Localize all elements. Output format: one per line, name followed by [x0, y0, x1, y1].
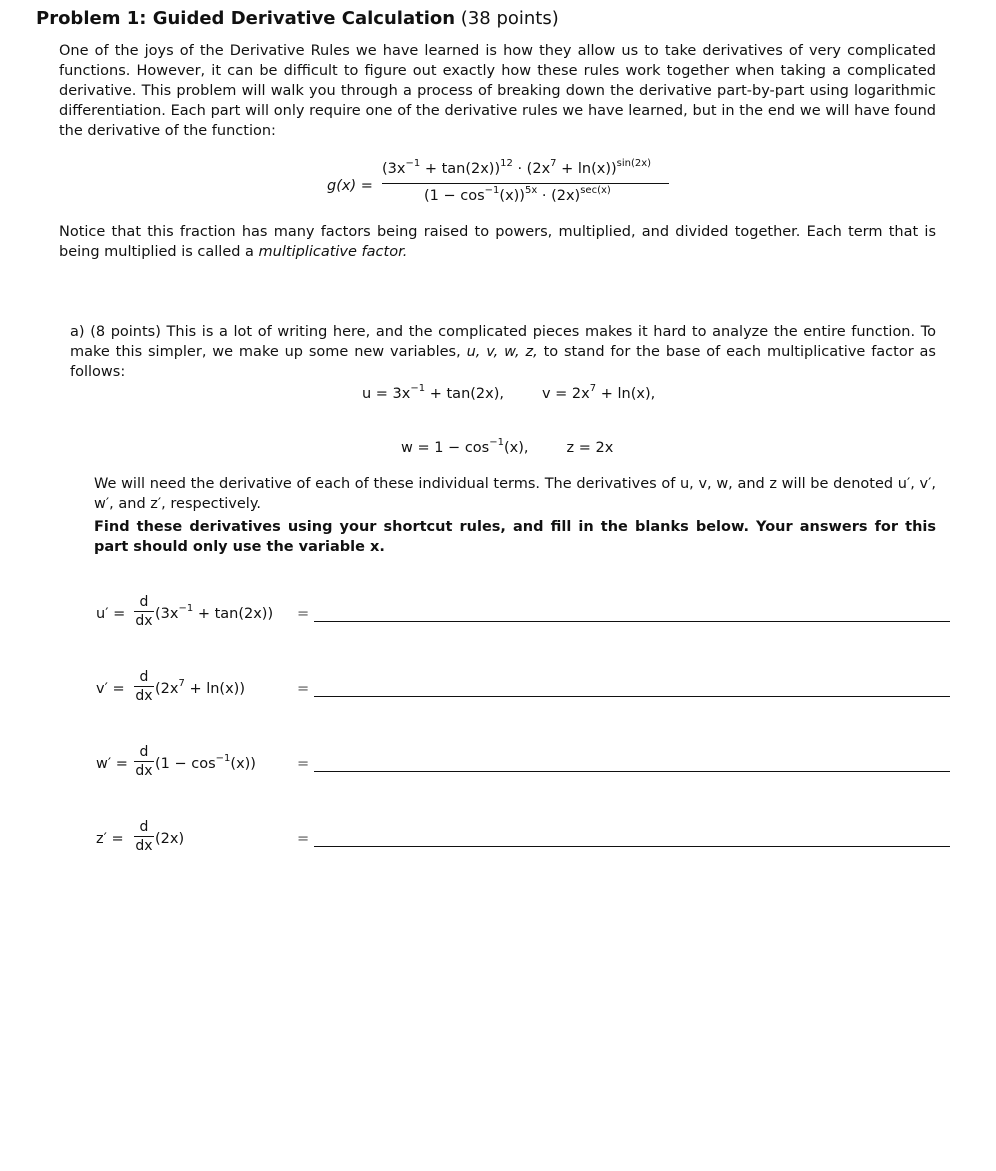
problem-title-text: Problem 1: Guided Derivative Calculation — [36, 8, 456, 29]
equals-sign: = — [297, 756, 310, 772]
v-derivative-row — [96, 669, 956, 723]
part-a-intro: a) (8 points) This is a lot of writing here, and the complicated pieces makes it hard to analyze the entire function. To make this simpler, we make up some new variables, u, v, w, z, to stand for the base of each multiplicative factor as follows: — [70, 324, 937, 380]
derivative-notation-paragraph: We will need the derivative of each of these individual terms. The derivatives of u, v, w, and z will be denoted u′, v′, w′, and z′, respectively. — [94, 476, 936, 512]
intro-paragraph: One of the joys of the Derivative Rules we have learned is how they allow us to take derivatives of very complicated functions. However, it can be difficult to figure out exactly how these rules work together when taking a complicated derivative. This problem will walk you through a process of breaking down the derivative part-by-part using logarithmic differentiation. Each part will only require one of the derivative rules we have learned, but in the end we will have found the derivative of the function: — [59, 43, 936, 139]
w-answer-blank[interactable] — [314, 771, 950, 772]
w-expression: $(1 - \cos^{-1}(x))$ — [155, 753, 256, 772]
equals-sign: = — [297, 606, 310, 622]
u-definition: $u = 3x^{-1} + \tan(2x)$, — [362, 383, 504, 402]
v-prime-label: v′ = — [96, 681, 125, 697]
u-answer-blank[interactable] — [314, 621, 950, 622]
function-numerator: $(3x^{-1} + \tan(2x))^{12} \cdot (2x^7 + \ln(x))^{sin(2x)}$ — [382, 158, 652, 177]
equals-sign: = — [297, 681, 310, 697]
multiplicative-factor-term: multiplicative factor. — [258, 244, 408, 260]
z-answer-blank[interactable] — [314, 846, 950, 847]
instruction-text: Find these derivatives using your shortcut rules, and fill in the blanks below. Your answers for this part should only use the variable x. — [94, 519, 936, 555]
z-derivative-row — [96, 819, 956, 873]
d-dx-operator: d dx — [135, 744, 153, 779]
z-definition: z = 2x — [566, 440, 614, 456]
equals-sign: = — [297, 831, 310, 847]
function-denominator: $(1 - \cos^{-1}(x))^{5x} \cdot (2x)^{sec(x)}$ — [424, 185, 611, 204]
u-expression: $(3x^{-1} + \tan(2x))$ — [155, 603, 274, 622]
notice-paragraph: Notice that this fraction has many factors being raised to powers, multiplied, and divided together. Each term that is being multiplied is called a multiplicative factor. — [59, 224, 936, 260]
v-expression: $(2x^7 + \ln(x))$ — [155, 678, 245, 697]
d-dx-operator: d dx — [135, 669, 153, 704]
w-prime-label: w′ = — [96, 756, 128, 772]
function-lhs: g(x) = — [327, 178, 373, 194]
part-a-label: a) — [70, 324, 85, 340]
z-expression: (2x) — [155, 831, 185, 847]
z-prime-label: z′ = — [96, 831, 124, 847]
v-definition: $v = 2x^7 + \ln(x)$, — [541, 383, 656, 402]
u-derivative-row — [96, 594, 956, 648]
w-definition: $w = 1 - \cos^{-1}(x)$, — [401, 437, 529, 456]
problem-title — [36, 8, 559, 29]
variable-definitions-wz — [401, 437, 614, 456]
problem-points: (38 points) — [460, 8, 559, 29]
d-dx-operator: d dx — [135, 819, 153, 854]
v-answer-blank[interactable] — [314, 696, 950, 697]
d-dx-operator: d dx — [135, 594, 153, 629]
variable-definitions-uv — [362, 383, 656, 402]
u-prime-label: u′ = — [96, 606, 126, 622]
fraction-bar — [382, 183, 669, 184]
w-derivative-row — [96, 744, 956, 798]
